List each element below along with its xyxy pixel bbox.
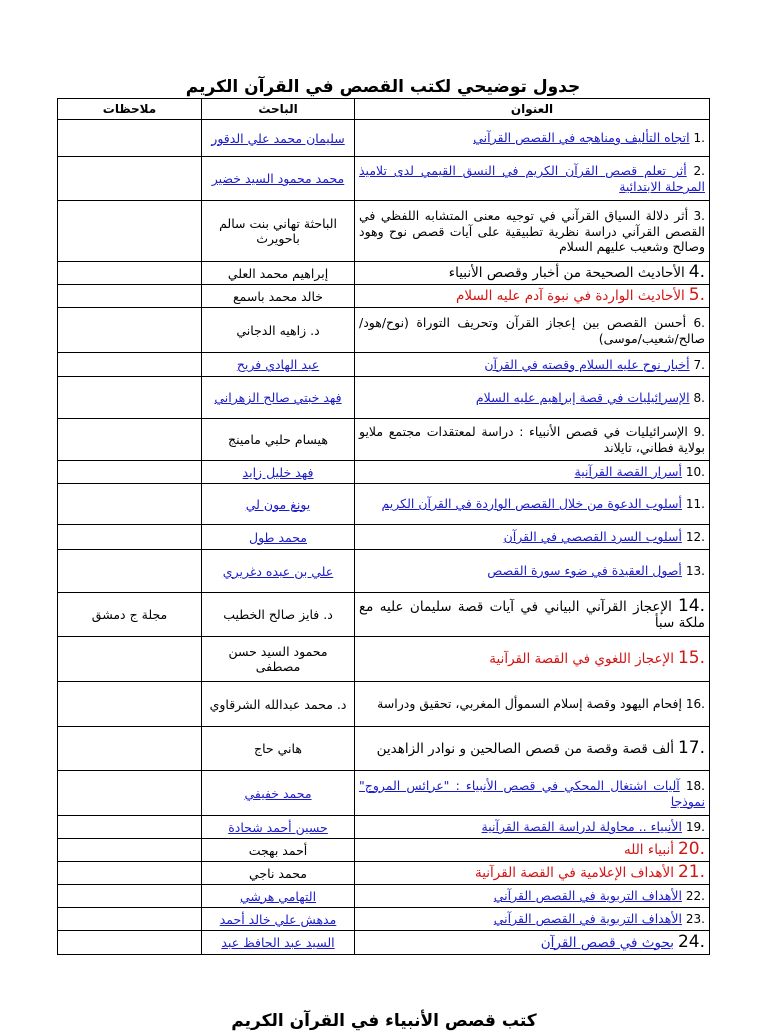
table-row: [58, 285, 710, 308]
book-title-link[interactable]: أخبار نوح عليه السلام وقصته في القرآن: [484, 356, 690, 372]
author-name: خالد محمد باسمع: [232, 288, 324, 304]
notes-cell: [58, 285, 202, 308]
table-row: [58, 862, 710, 885]
author-link[interactable]: سليمان محمد علي الدقور: [211, 130, 345, 146]
author-cell: [202, 377, 355, 419]
book-title-cell: [355, 593, 710, 637]
row-number: 4.: [688, 262, 705, 282]
row-number: 20.: [677, 839, 705, 859]
notes-cell: [58, 550, 202, 593]
row-number: 1.: [693, 131, 705, 145]
book-title-link[interactable]: اتجاه التأليف ومناهجه في القصص القرآني: [473, 130, 690, 145]
author-cell: [202, 550, 355, 593]
notes-cell: [58, 593, 202, 637]
author-name: إبراهيم محمد العلي: [227, 265, 329, 281]
notes-cell: [58, 484, 202, 525]
book-title-cell[interactable]: [355, 353, 710, 377]
notes-cell: [58, 637, 202, 682]
table-row: [58, 593, 710, 637]
author-link[interactable]: محمد خفيفي: [244, 785, 312, 801]
book-title-cell[interactable]: [355, 484, 710, 525]
author-cell: [202, 816, 355, 839]
author-cell: [202, 839, 355, 862]
book-title-cell[interactable]: [355, 461, 710, 484]
table-row: [58, 353, 710, 377]
author-name: الباحثة تهاني بنت سالم باحويرث: [219, 216, 337, 246]
book-title-cell: [355, 862, 710, 885]
notes-cell: [58, 816, 202, 839]
notes-cell: [58, 157, 202, 201]
table-row: [58, 727, 710, 771]
row-number: 9.: [693, 425, 705, 439]
table-row: [58, 931, 710, 955]
table-body: [58, 120, 710, 955]
book-title-link[interactable]: أسلوب السرد القصصي في القرآن: [503, 529, 682, 544]
notes-text: مجلة ج دمشق: [91, 607, 168, 622]
book-title-link[interactable]: الأهداف التربوية في القصص القرآني: [493, 888, 682, 903]
author-link[interactable]: علي بن عبده دغريري: [222, 563, 334, 579]
author-cell: [202, 419, 355, 461]
notes-cell: [58, 353, 202, 377]
table-row: [58, 550, 710, 593]
table-row: [58, 308, 710, 353]
book-title-cell: [355, 419, 710, 461]
row-number: 13.: [685, 564, 705, 578]
author-cell: [202, 862, 355, 885]
author-name: هيسام حلبي مامينج: [228, 432, 328, 447]
author-link[interactable]: التهامي هرشي: [239, 888, 317, 904]
table-row: [58, 637, 710, 682]
author-name: د. زاهيه الدجاني: [236, 322, 320, 338]
table-row: [58, 525, 710, 550]
table-row: [58, 885, 710, 908]
author-link[interactable]: محمد طول: [248, 529, 307, 545]
row-number: 5.: [688, 285, 705, 305]
book-title-cell[interactable]: [355, 771, 710, 816]
row-number: 15.: [677, 648, 705, 668]
notes-cell: [58, 931, 202, 955]
book-title-cell: [355, 839, 710, 862]
notes-cell: [58, 839, 202, 862]
book-title: أنبياء الله: [623, 842, 674, 858]
author-cell: [202, 484, 355, 525]
table-row: [58, 120, 710, 157]
author-name: د. محمد عبدالله الشرقاوي: [209, 696, 347, 712]
author-name: محمود السيد حسن مصطفى: [228, 644, 328, 674]
author-cell: [202, 885, 355, 908]
author-cell: [202, 637, 355, 682]
author-cell: [202, 262, 355, 285]
book-title-link[interactable]: الأهداف التربوية في القصص القرآني: [493, 911, 682, 926]
table-row: [58, 771, 710, 816]
book-title-link[interactable]: بحوث في قصص القرآن: [540, 934, 674, 951]
next-section-heading: كتب قصص الأنبياء في القرآن الكريم: [231, 1011, 537, 1031]
table-row: [58, 816, 710, 839]
notes-cell: [58, 262, 202, 285]
notes-cell: [58, 419, 202, 461]
author-link[interactable]: يونغ مون لي: [245, 496, 311, 512]
book-title: الأهداف الإعلامية في القصة القرآنية: [474, 865, 674, 881]
book-title-link[interactable]: أصول العقيدة في ضوء سورة القصص: [487, 563, 682, 578]
table-row: [58, 377, 710, 419]
row-number: 3.: [693, 209, 705, 223]
author-link[interactable]: مدهش علي خالد أحمد: [219, 911, 337, 927]
notes-cell: [58, 862, 202, 885]
header-title: العنوان: [355, 99, 710, 120]
table-row: [58, 461, 710, 484]
book-title-cell[interactable]: [355, 885, 710, 908]
author-cell: [202, 771, 355, 816]
author-name: أحمد بهجت: [248, 842, 308, 858]
notes-cell: [58, 771, 202, 816]
row-number: 22.: [685, 889, 705, 903]
author-cell: [202, 593, 355, 637]
author-cell: [202, 353, 355, 377]
book-title-cell: [355, 682, 710, 727]
row-number: 2.: [693, 164, 705, 178]
header-author: الباحث: [202, 99, 355, 120]
row-number: 18.: [685, 778, 705, 793]
book-title-cell[interactable]: [355, 120, 710, 157]
author-cell: [202, 461, 355, 484]
author-cell: [202, 308, 355, 353]
table-row: [58, 682, 710, 727]
notes-cell: [58, 120, 202, 157]
header-notes: ملاحظات: [58, 99, 202, 120]
table-row: [58, 201, 710, 262]
table-row: [58, 484, 710, 525]
row-number: 16.: [685, 697, 705, 711]
book-title: الإعجاز اللغوي في القصة القرآنية: [489, 651, 674, 667]
author-link[interactable]: محمد محمود السيد خضير: [211, 171, 345, 186]
notes-cell: [58, 201, 202, 262]
author-link[interactable]: فهد خليل زايد: [242, 464, 314, 480]
table-row: [58, 262, 710, 285]
book-title-link[interactable]: أسرار القصة القرآنية: [574, 464, 682, 479]
author-cell: [202, 285, 355, 308]
notes-cell: [58, 682, 202, 727]
table-row: [58, 839, 710, 862]
book-title-cell[interactable]: [355, 377, 710, 419]
author-cell: [202, 908, 355, 931]
author-name: هاني حاج: [254, 741, 302, 756]
table-row: [58, 157, 710, 201]
book-title-cell[interactable]: [355, 931, 710, 955]
notes-cell: [58, 525, 202, 550]
author-cell: [202, 201, 355, 262]
book-title-cell: [355, 727, 710, 771]
author-cell: [202, 931, 355, 955]
book-title-cell[interactable]: [355, 908, 710, 931]
book-title-cell[interactable]: [355, 525, 710, 550]
book-title-cell: [355, 308, 710, 353]
table-row: [58, 908, 710, 931]
row-number: 24.: [677, 931, 705, 952]
author-link[interactable]: السيد عبد الحافظ عبد: [221, 935, 335, 950]
row-number: 17.: [677, 737, 705, 758]
row-number: 11.: [685, 497, 705, 511]
author-cell: [202, 682, 355, 727]
document-title: جدول توضيحي لكتب القصص في القرآن الكريم: [185, 77, 581, 97]
author-link[interactable]: فهد خبتي صالح الزهراني: [214, 390, 342, 405]
book-title: أثر دلالة السياق القرآني في توجيه معنى المتشابه اللفظي في القصص القرآني دراسة نظرية تطبيقية على آيات قصص نوح وهود وصالح وشعيب عليهم السلام: [359, 208, 705, 254]
book-title: إفحام اليهود وقصة إسلام السموأل المغربي، تحقيق ودراسة: [377, 696, 682, 711]
row-number: 21.: [677, 862, 705, 882]
notes-cell: [58, 727, 202, 771]
row-number: 19.: [685, 820, 705, 834]
author-name: د. فايز صالح الخطيب: [223, 607, 333, 622]
notes-cell: [58, 377, 202, 419]
row-number: 8.: [693, 390, 705, 405]
author-name: محمد ناجي: [249, 865, 307, 881]
author-cell: [202, 727, 355, 771]
author-cell: [202, 120, 355, 157]
books-table: [57, 98, 710, 955]
book-title-cell[interactable]: [355, 816, 710, 839]
book-title: أحسن القصص بين إعجاز القرآن وتحريف التوراة (نوح/هود/صالح/شعيب/موسى): [359, 314, 705, 346]
book-title: الإعجاز القرآني البياني في آيات قصة سليمان عليه مع ملكة سبأ: [359, 598, 705, 631]
book-title-cell: [355, 262, 710, 285]
table-header-row: [58, 99, 710, 120]
book-title-link[interactable]: الإسرائيليات في قصة إبراهيم عليه السلام: [475, 389, 690, 405]
book-title-link[interactable]: آليات اشتغال المحكي في قصص الأنبياء : "عرائس المروج" نموذجا: [359, 777, 705, 809]
table-row: [58, 419, 710, 461]
book-title-link[interactable]: الأنبياء .. محاولة لدراسة القصة القرآنية: [481, 819, 682, 834]
book-title: ألف قصة وقصة من قصص الصالحين و نوادر الزاهدين: [376, 740, 674, 757]
row-number: 23.: [685, 912, 705, 926]
book-title-cell: [355, 637, 710, 682]
author-cell: [202, 525, 355, 550]
notes-cell: [58, 908, 202, 931]
book-title: الإسرائيليات في قصص الأنبياء : دراسة لمعتقدات مجتمع ملايو بولاية فطاني، تايلاند: [359, 424, 705, 455]
notes-cell: [58, 308, 202, 353]
row-number: 14.: [677, 595, 705, 616]
author-cell: [202, 157, 355, 201]
author-link[interactable]: حسين أحمد شحادة: [228, 819, 328, 835]
book-title-cell[interactable]: [355, 550, 710, 593]
notes-cell: [58, 885, 202, 908]
author-link[interactable]: عبد الهادي فريح: [236, 357, 320, 372]
book-title-cell: [355, 201, 710, 262]
book-title-cell[interactable]: [355, 157, 710, 201]
row-number: 12.: [685, 530, 705, 544]
book-title-link[interactable]: أثر تعلم قصص القرآن الكريم في النسق القيمي لدى تلاميذ المرحلة الابتدائية: [359, 163, 705, 194]
book-title: الأحاديث الواردة في نبوة آدم عليه السلام: [456, 288, 685, 304]
book-title: الأحاديث الصحيحة من أخبار وقصص الأنبياء: [448, 265, 685, 281]
row-number: 7.: [693, 357, 705, 372]
book-title-cell: [355, 285, 710, 308]
notes-cell: [58, 461, 202, 484]
row-number: 10.: [685, 465, 705, 479]
row-number: 6.: [693, 315, 705, 330]
book-title-link[interactable]: أسلوب الدعوة من خلال القصص الواردة في القرآن الكريم: [381, 496, 682, 511]
